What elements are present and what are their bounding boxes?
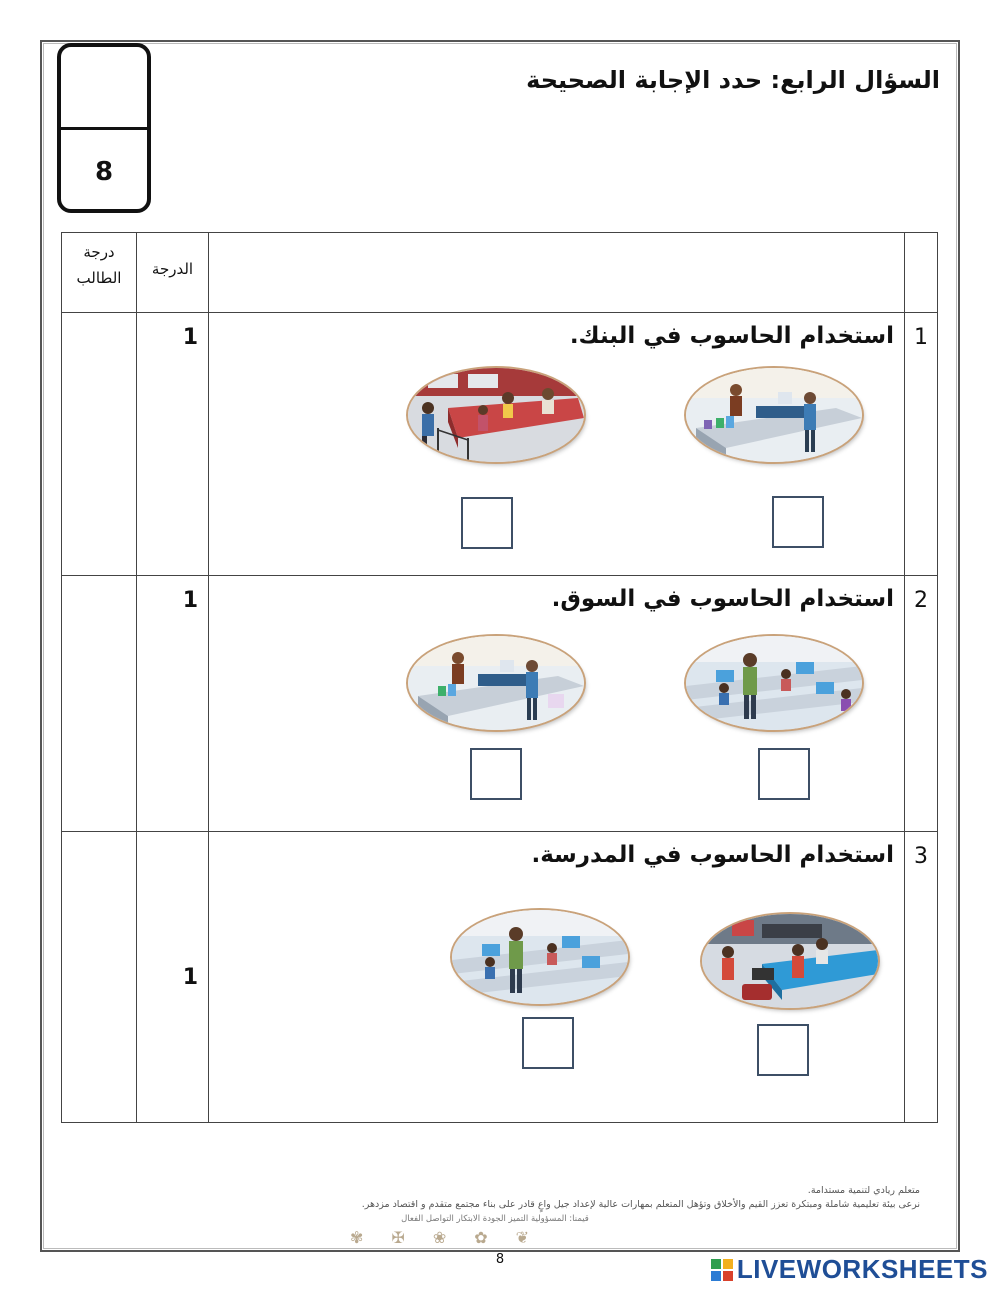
footer-mission: نرعى بيئة تعليمية شاملة ومبتكرة تعزز القيم والأخلاق وتؤهل المتعلم بمهارات عالية لإعداد جيل واعٍ قادر على بناء مجتمع متقدم و اقتصاد مزدهر. [361,1199,920,1210]
score-box [57,43,151,213]
footer [70,1184,920,1226]
header-grade: الدرجة [137,233,209,313]
decoration-icon: ✠ [391,1228,405,1247]
answer-checkbox[interactable] [758,748,810,800]
answer-checkbox[interactable] [522,1017,574,1069]
computer-lab-image [452,910,628,1004]
airport-checkin-image [702,914,878,1008]
question-number: 2 [905,576,938,832]
header-student-grade: درجة الطالب [62,233,137,313]
footer-vision: متعلم ريادي لتنمية مستدامة. [807,1185,920,1196]
answer-checkbox[interactable] [772,496,824,548]
question-table [61,232,938,1123]
grade-value: 1 [182,964,198,990]
brand-grid-icon [711,1259,733,1281]
grade-cell [137,832,209,1123]
table-row [62,576,938,832]
student-grade-cell[interactable] [62,832,137,1123]
table-header-row [62,233,938,313]
question-cell [209,576,905,832]
brand-name: LIVEWORKSHEETS [736,1254,988,1284]
student-grade-cell[interactable] [62,313,137,576]
decoration-icon: ✿ [474,1228,488,1247]
footer-values: قيمنا: المسؤولية التميز الجودة الابتكار التواصل الفعال [401,1214,589,1224]
question-text: استخدام الحاسوب في المدرسة. [531,842,894,868]
question-text: استخدام الحاسوب في السوق. [551,586,894,612]
question-text: استخدام الحاسوب في البنك. [569,323,894,349]
decoration-icon: ✾ [350,1228,364,1247]
liveworksheets-logo[interactable] [711,1254,988,1285]
header-number-empty [905,233,938,313]
question-number: 1 [905,313,938,576]
page-number: 8 [495,1252,505,1267]
bank-counter-image [408,368,584,462]
answer-checkbox[interactable] [470,748,522,800]
question-title: السؤال الرابع: حدد الإجابة الصحيحة [526,66,940,94]
footer-icons [350,1228,529,1247]
decoration-icon: ❦ [515,1228,530,1247]
grade-cell: 1 [137,576,209,832]
grade-cell: 1 [137,313,209,576]
supermarket-checkout-image [686,368,862,462]
question-cell [209,832,905,1123]
decoration-icon: ❀ [432,1228,447,1247]
score-divider [61,127,147,130]
header-empty [209,233,905,313]
answer-checkbox[interactable] [461,497,513,549]
question-number: 3 [905,832,938,1123]
table-row [62,313,938,576]
supermarket-checkout-image [408,636,584,730]
computer-lab-image [686,636,862,730]
table-row [62,832,938,1123]
student-grade-cell[interactable] [62,576,137,832]
answer-checkbox[interactable] [757,1024,809,1076]
question-cell [209,313,905,576]
score-total: 8 [94,157,114,187]
